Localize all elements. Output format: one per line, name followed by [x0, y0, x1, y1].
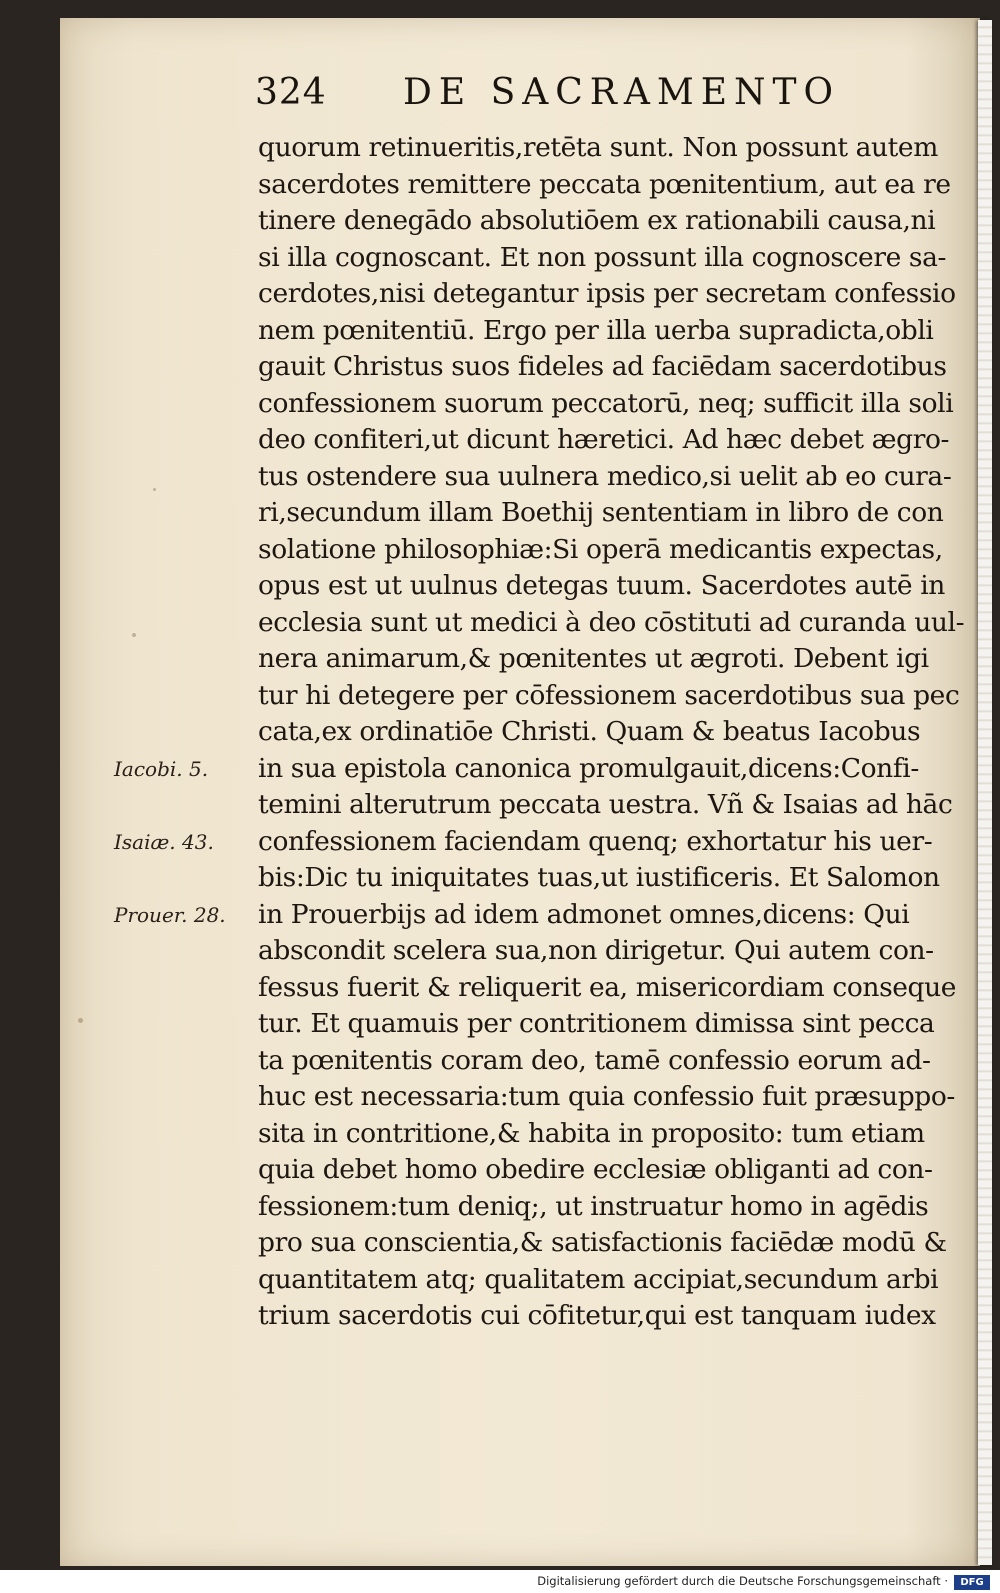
text-line: quia debet homo obedire ecclesiæ obliganti ad con-: [258, 1154, 933, 1185]
text-line: in sua epistola canonica promulgauit,dicens:Confi-: [258, 752, 919, 784]
text-line: ri,secundum illam Boethij sententiam in libro de con: [258, 497, 944, 528]
text-line: trium sacerdotis cui cōfitetur,qui est tanquam iudex: [258, 1300, 936, 1331]
margin-note: Isaiæ. 43.: [114, 829, 214, 854]
margin-note: Iacobi. 5.: [114, 756, 209, 781]
dfg-logo: DFG: [954, 1575, 990, 1590]
text-line: bis:Dic tu iniquitates tuas,ut iustificeris. Et Salomon: [258, 862, 940, 893]
text-line: fessus fuerit & reliquerit ea, misericordiam conseque: [258, 971, 957, 1003]
page-header: [255, 72, 975, 124]
footer-credit: Digitalisierung gefördert durch die Deutsche Forschungsgemeinschaft ·: [537, 1574, 948, 1588]
margin-note: Prouer. 28.: [114, 902, 226, 927]
text-line: cerdotes,nisi detegantur ipsis per secretam confessio: [258, 278, 956, 309]
text-line: temini alterutrum peccata uestra. Vñ & Isaias ad hāc: [258, 789, 953, 820]
paper-stain: [78, 1018, 83, 1023]
body-text: [258, 130, 973, 1335]
text-line: quantitatem atq; qualitatem accipiat,secundum arbi: [258, 1263, 939, 1295]
text-line: confessionem suorum peccatorū, neq; sufficit illa soli: [258, 387, 954, 419]
text-line: ecclesia sunt ut medici à deo cōstituti ad curanda uul-: [258, 606, 965, 638]
text-line: tinere denegādo absolutiōem ex rationabili causa,ni: [258, 205, 936, 236]
text-line: sita in contritione,& habita in proposito: tum etiam: [258, 1117, 925, 1149]
text-line: huc est necessaria:tum quia confessio fuit præsuppo-: [258, 1081, 955, 1112]
page-number: 324: [255, 72, 327, 113]
text-line: cata,ex ordinatiōe Christi. Quam & beatus Iacobus: [258, 716, 921, 747]
text-line: in Prouerbijs ad idem admonet omnes,dicens: Qui: [258, 898, 910, 930]
text-line: abscondit scelera sua,non dirigetur. Qui autem con-: [258, 935, 934, 966]
text-line: si illa cognoscant. Et non possunt illa cognoscere sa-: [258, 241, 947, 273]
text-line: fessionem:tum deniq;, ut instruatur homo in agēdis: [258, 1190, 929, 1222]
text-line: ta pœnitentis coram deo, tamē confessio eorum ad-: [258, 1044, 931, 1076]
text-line: opus est ut uulnus detegas tuum. Sacerdotes autē in: [258, 570, 945, 601]
text-line: gauit Christus suos fideles ad faciēdam sacerdotibus: [258, 351, 947, 382]
page-edges: [978, 20, 992, 1565]
text-line: solatione philosophiæ:Si operā medicantis expectas,: [258, 533, 943, 565]
text-line: nem pœnitentiū. Ergo per illa uerba supradicta,obli: [258, 314, 934, 346]
text-line: quorum retinueritis,retēta sunt. Non possunt autem: [258, 132, 938, 163]
running-title: DE SACRAMENTO: [403, 72, 841, 113]
text-line: tur. Et quamuis per contritionem dimissa sint pecca: [258, 1008, 935, 1039]
text-line: deo confiteri,ut dicunt hæretici. Ad hæc debet ægro-: [258, 424, 950, 455]
text-line: sacerdotes remittere peccata pœnitentium, aut ea re: [258, 168, 951, 200]
text-line: tur hi detegere per cōfessionem sacerdotibus sua pec: [258, 679, 960, 711]
text-line: nera animarum,& pœnitentes ut ægroti. Debent igi: [258, 643, 929, 674]
footer: [0, 1572, 1000, 1593]
margin-notes: [100, 0, 260, 1593]
text-line: pro sua conscientia,& satisfactionis faciēdæ modū &: [258, 1227, 947, 1258]
text-line: confessionem faciendam quenq; exhortatur his uer-: [258, 825, 933, 857]
text-line: tus ostendere sua uulnera medico,si uelit ab eo cura-: [258, 460, 952, 492]
